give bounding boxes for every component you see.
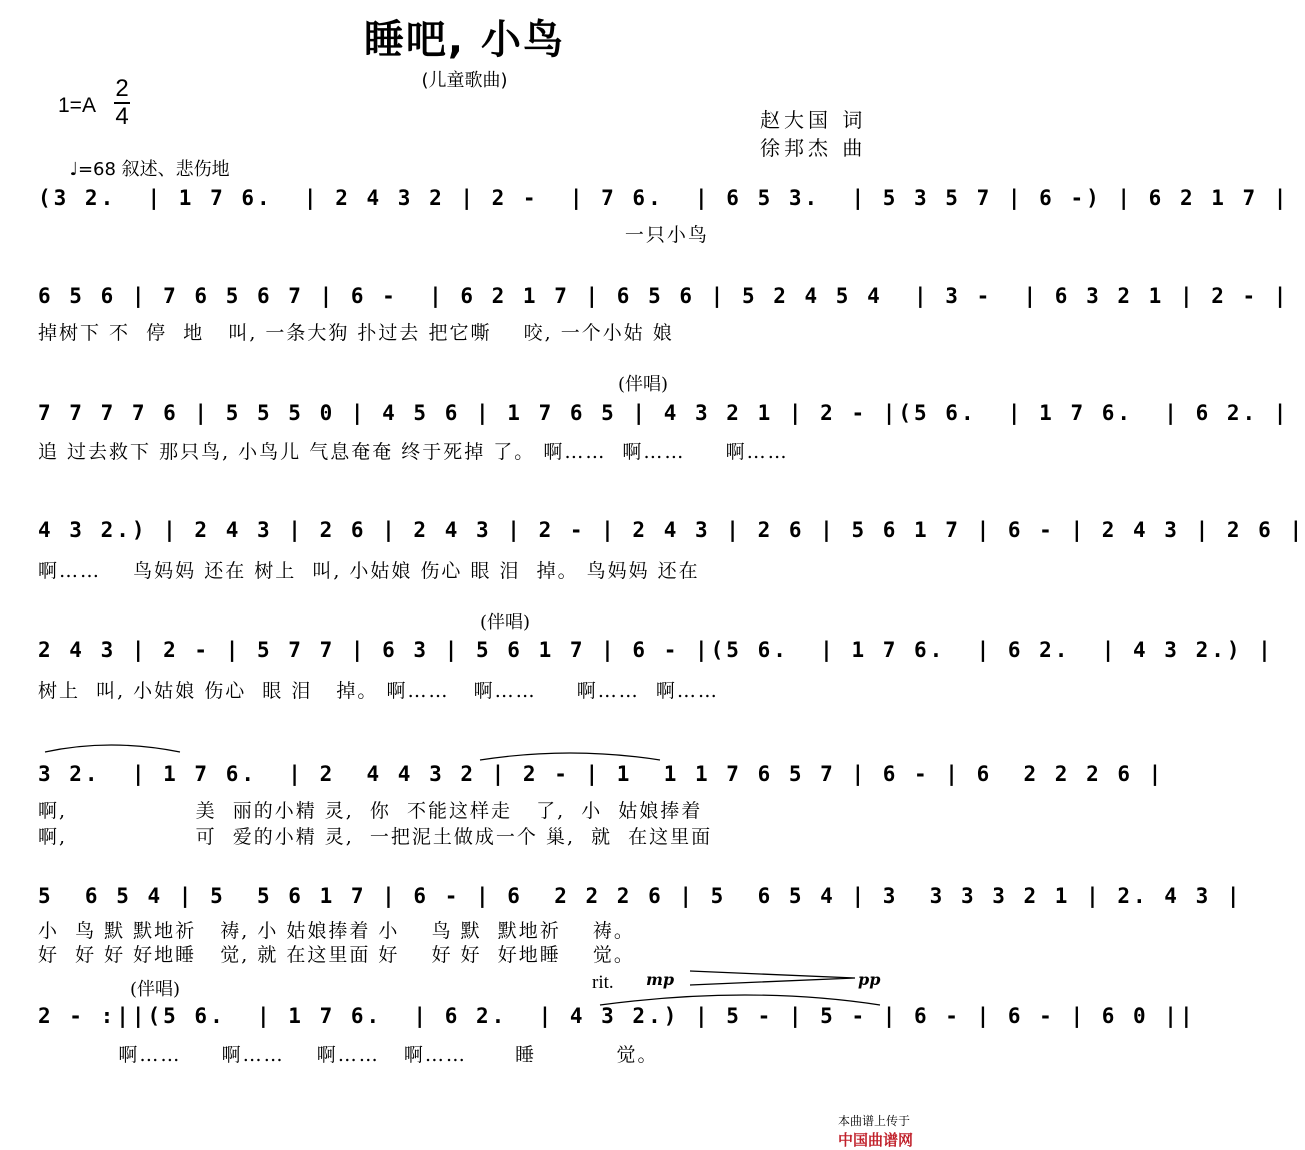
notation-line: 4 3 2.) | 2 4 3 | 2 6 | 2 4 3 | 2 - | 2 4 3 | 2 6 | 5 6 1 7 | 6 - | 2 4 3 | 2 6 |: [38, 518, 1305, 542]
tempo-text: =68 叙述、悲伤地: [77, 159, 230, 180]
dynamic-mp: mp: [646, 970, 675, 989]
time-signature-bottom: 4: [115, 103, 129, 130]
ritardando-mark: rit.: [592, 972, 614, 993]
notation-line: 7 7 7 7 6 | 5 5 5 0 | 4 5 6 | 1 7 6 5 | 4 3 2 1 | 2 - |(5 6. | 1 7 6. | 6 2. |: [38, 401, 1290, 425]
time-signature: [112, 76, 132, 130]
lyric-line: 小 鸟 默 默地祈 祷, 小 姑娘捧着 小 鸟 默 默地祈 祷。: [38, 920, 635, 942]
tempo-marking: [58, 134, 230, 181]
composer-credit: 徐邦杰 曲: [760, 136, 867, 160]
notation-line: 2 4 3 | 2 - | 5 7 7 | 6 3 | 5 6 1 7 | 6 - |(5 6. | 1 7 6. | 6 2. | 4 3 2.) |: [38, 638, 1274, 662]
page-title: 睡吧, 小鸟: [363, 17, 566, 63]
time-signature-top: 2: [115, 75, 129, 102]
notation-line: 2 - :||(5 6. | 1 7 6. | 6 2. | 4 3 2.) | 5 - | 5 - | 6 - | 6 - | 6 0 ||: [38, 1004, 1196, 1028]
slur-arc: [480, 753, 660, 760]
lyric-line: 好 好 好 好地睡 觉, 就 在这里面 好 好 好 好地睡 觉。: [38, 944, 635, 966]
footer-prefix: 本曲谱上传于: [837, 1114, 910, 1128]
source-footer: [830, 1098, 913, 1150]
notation-line: 5 6 5 4 | 5 5 6 1 7 | 6 - | 6 2 2 2 6 | 5 6 5 4 | 3 3 3 3 2 1 | 2. 4 3 |: [38, 884, 1243, 908]
lyric-line: 啊, 美 丽的小精 灵, 你 不能这样走 了, 小 姑娘捧着: [38, 800, 703, 822]
chorus-label: (伴唱): [480, 612, 531, 633]
site-logo: 中国曲谱网: [837, 1131, 913, 1149]
chorus-label: (伴唱): [130, 979, 181, 1000]
lyric-line: 一只小鸟: [38, 224, 709, 246]
lyric-line: 啊…… 鸟妈妈 还在 树上 叫, 小姑娘 伤心 眼 泪 掉。 鸟妈妈 还在: [38, 560, 700, 582]
dynamic-pp: pp: [858, 970, 881, 989]
lyric-line: 啊…… 啊…… 啊…… 啊…… 睡 觉。: [38, 1044, 659, 1066]
lyric-line: 追 过去救下 那只鸟, 小鸟儿 气息奄奄 终于死掉 了。 啊…… 啊…… 啊……: [38, 441, 789, 463]
lyricist-credit: 赵大国 词: [760, 108, 867, 132]
key-signature: 1=A: [58, 94, 96, 117]
lyric-line: 树上 叫, 小姑娘 伤心 眼 泪 掉。 啊…… 啊…… 啊…… 啊……: [38, 680, 719, 702]
chorus-label: (伴唱): [618, 374, 669, 395]
notation-line: (3 2. | 1 7 6. | 2 4 3 2 | 2 - | 7 6. | 6 5 3. | 5 3 5 7 | 6 -) | 6 2 1 7 |: [38, 186, 1290, 210]
slur-arc: [45, 745, 180, 752]
diminuendo-hairpin: [690, 971, 855, 985]
lyric-line: 啊, 可 爱的小精 灵, 一把泥土做成一个 巢, 就 在这里面: [38, 826, 713, 848]
notation-line: 6 5 6 | 7 6 5 6 7 | 6 - | 6 2 1 7 | 6 5 6 | 5 2 4 5 4 | 3 - | 6 3 2 1 | 2 - |: [38, 284, 1290, 308]
notation-line: 3 2. | 1 7 6. | 2 4 4 3 2 | 2 - | 1 1 1 7 6 5 7 | 6 - | 6 2 2 2 6 |: [38, 762, 1165, 786]
song-genre: (儿童歌曲): [421, 70, 508, 91]
lyric-line: 掉树下 不 停 地 叫, 一条大狗 扑过去 把它嘶 咬, 一个小姑 娘: [38, 322, 674, 344]
quarter-note-icon: ♩: [69, 159, 78, 180]
